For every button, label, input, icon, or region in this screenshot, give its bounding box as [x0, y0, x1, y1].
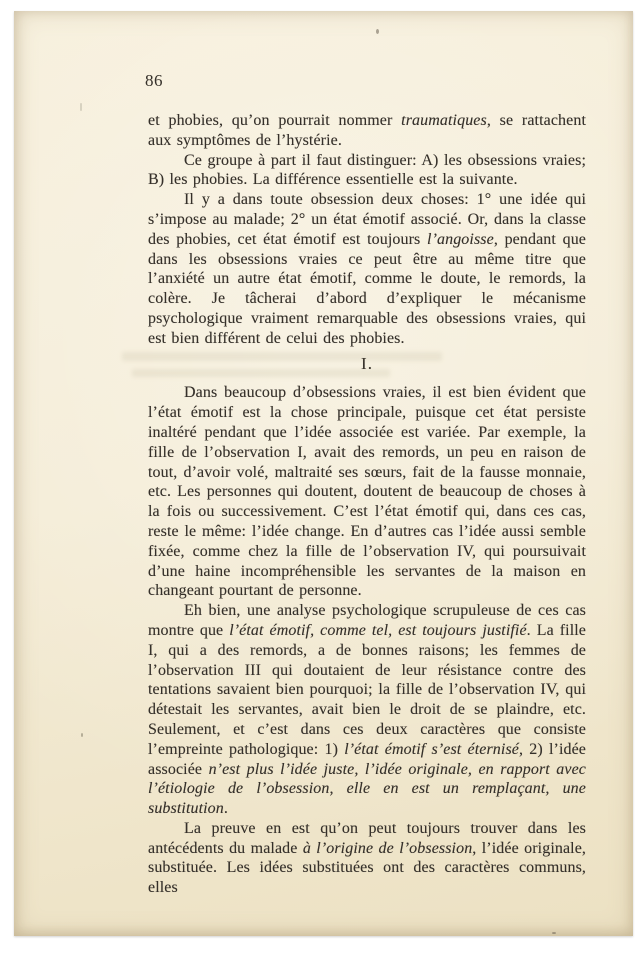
text-segment: La preuve en est qu’on peut toujours trouver dans les antécédents du malade — [148, 819, 586, 857]
text-segment: . — [223, 800, 228, 818]
scan-speck — [81, 733, 83, 737]
text-segment: Il y a dans toute obsession deux choses: 1° une idée qui s’impose au malade; 2° un état émotif associé. Or, dans la classe des phobies, cet état émotif est toujours — [148, 191, 586, 248]
section-heading: I. — [361, 353, 373, 373]
paragraph — [148, 819, 586, 898]
text-segment: Eh bien, une analyse psychologique scrupuleuse de ces cas montre que — [148, 602, 586, 639]
text-segment: , pendant que dans les obsessions vraies ce peut être au même titre que l’anxiété un autre état émotif, comme le doute, le remords, la colère. Je tâcherai d’abord d’expliquer le mécanisme psychologique vraiment remarquable des obsessions vraies, qui est bien différent de celui des phobies. — [148, 230, 587, 347]
paragraphs-before-heading — [148, 111, 586, 349]
page-number: 86 — [145, 71, 163, 90]
text-segment: . La fille I, qui a des remords, a de bonnes raisons; les femmes de l’observation III qui doutaient de leur résistance contre des tentations savaient bien pourquoi; la fille de l’observation IV, qui détestait les servantes, avait bien le droit de se plaindre, etc. Seulement, et c’est dans ces deux caractères que consiste l’empreinte pathologique: 1) — [148, 621, 586, 758]
text-segment: , 2) l’idée associée — [148, 740, 586, 778]
paragraphs-after-heading — [148, 383, 586, 898]
text-segment: Ce groupe à part il faut distinguer: A) les obsessions vraies; B) les phobies. La différence essentielle est la suivante. — [148, 151, 586, 189]
paragraph — [148, 190, 586, 348]
scan-speck — [552, 932, 556, 934]
book-page — [14, 11, 633, 936]
text-segment: , l’idée originale, substituée. Les idées substituées ont des caractères communs, elles — [148, 839, 587, 897]
text-segment: , se rattachent aux symptômes de l’hystérie. — [148, 112, 586, 149]
italic-text-segment: l’état émotif s’est éternisé — [344, 740, 519, 758]
text-column — [148, 111, 586, 898]
paragraph — [148, 383, 586, 601]
scan-speck — [80, 103, 82, 111]
paragraph — [148, 151, 586, 191]
italic-text-segment: traumatiques — [401, 112, 487, 129]
scan-speck — [376, 29, 379, 34]
italic-text-segment: l’angoisse — [427, 230, 494, 248]
italic-text-segment: l’état émotif, comme tel, est toujours justifié — [229, 621, 527, 639]
paragraph — [148, 601, 586, 819]
text-segment: Dans beaucoup d’obsessions vraies, il est bien évident que l’état émotif est la chose principale, puisque cet état persiste inaltéré pendant que l’idée associée est variée. Par exemple, la fille de l’observation I, avait des remords, un peu en raison de tout, d’avoir volé, maltraité ses sœurs, fait de la fausse monnaie, etc. Les personnes qui doutent, doutent de beaucoup de choses à la fois ou successivement. C’est l’état émotif qui, dans ces cas, reste le même: l’idée change. En d’autres cas l’idée aussi semble fixée, comme chez la fille de l’observation IV, qui poursuivait d’une haine incompréhensible les servantes de la maison en changeant pourtant de personne. — [148, 384, 586, 600]
italic-text-segment: à l’origine de l’obsession — [302, 839, 473, 857]
paragraph — [148, 111, 586, 151]
italic-text-segment: n’est plus l’idée juste, l’idée originale, en rapport avec l’étiologie de l’obsession, elle en est un remplaçant, une substitution — [148, 760, 586, 818]
text-segment: et phobies, qu’on pourrait nommer — [148, 112, 402, 129]
